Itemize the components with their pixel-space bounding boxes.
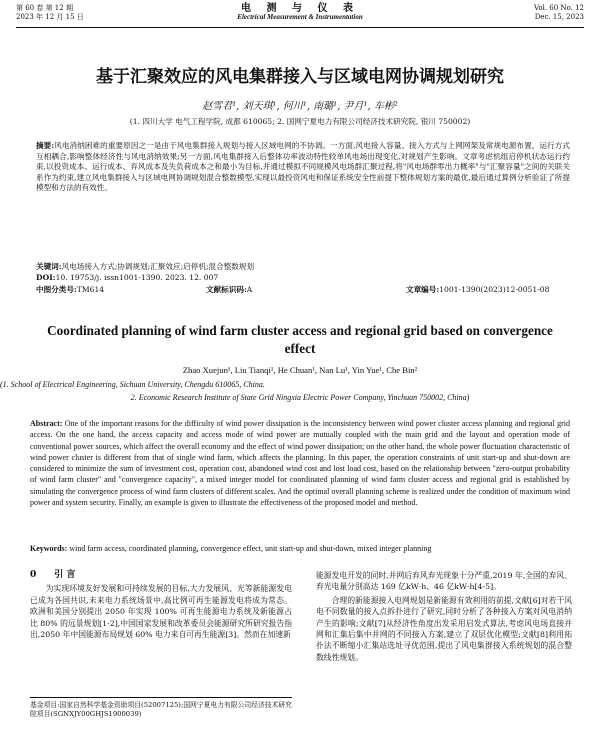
keywords-cn [36,262,570,272]
section-heading [30,570,292,581]
abstract-cn-text: 风电消纳困难的重要原因之一是由于风电集群接入规划与接入区域电网的不协调。一方面,风电接入容量、接入方式与上网网架及常规电源布置、运行方式互相耦合,影响整体经济性与风电消纳效果;另一方面,风电集群接入后整体功率波动特性较单风电场出现变化,对规划产生影响。文章考虑机组启停机状态运行约束,以投资成本、运行成本、弃风成本及失负荷成本之和最小为目标,并通过模拟不同规模风电场群汇聚过程,将"风电场群零出力概率"与"汇聚容量"之间的关联关系作为约束,建立风电集群接入与区域电网协调规划混合整数模型,实现以最投资风电和保证系统安全性前提下整体规划方案的最优,最后通过算例分析验证了所提模型和方法的有效性。 [36,141,571,193]
abstract-en-label: Abstract: [30,419,63,428]
clc-value: TM614 [76,285,105,294]
section-title: 引 言 [54,570,76,580]
doc-code-value: A [246,285,253,294]
classification-line [36,285,570,295]
article-no-value: 1001-1390(2023)12-0051-08 [439,285,550,294]
doi-label: DOI: [36,273,56,282]
affiliation-en-1: (1. School of Electrical Engineering, Sichuan University, Chengdu 610065, China. [0,380,265,389]
running-header [16,4,584,26]
journal-name-cn: 电 测 与 仪 表 [241,3,359,14]
doi-value: 10. 19753/j. issn1001-1390. 2023. 12. 007 [55,273,219,282]
header-rule [16,27,584,28]
keywords-en [30,543,570,554]
date-cn: 2023 年 12 月 15 日 [16,13,84,21]
affiliations-cn: (1. 四川大学 电气工程学院, 成都 610065; 2. 国网宁夏电力有限公司经济技术研究院, 银川 750002) [129,117,471,126]
abstract-en [30,418,570,508]
abstract-en-text: One of the important reasons for the difficulty of wind power dissipation is the inconsistency between wind power cluster access planning and regional grid access. On the one hand, the access capacity and access mode of wind power are mutually coupled with the main grid and the layout and operation mode of conventional power sources, which affect the overall economy and the effect of wind power dissipation; on the other hand, the whole power fluctuation characteristic of wind power cluster is different from that of single wind farm, which affects the planning. In this paper, the operation constraints of unit start-up and shut-down are considered to minimize the sum of investment cost, operation cost, abandoned wind cost and lost load cost, based on the relationship between "zero-output probability of wind farm cluster" and "convergence capacity", a mixed integer model for coordinated planning of wind farm cluster access and regional grid is established by simulating the convergence process of wind farm clusters of different scales. And the optimal overall planning scheme is realized under the condition of maximum wind power and system security. Finally, an example is given to illustrate the effectiveness of the proposed model and method. [30,419,570,508]
intro-paragraph-1: 为实现环境友好发展和可持续发展的目标,大力发展风、光等新能源发电已成为各国共识,未来电力系统场景中,高比例可再生能源发电将成为常态。欧洲和美国分别提出 2050 年实现 100% 可再生能源电力系统及新能源占比 80% 的远景规划[1-2],中国国家发展和改革委员会能源研究所研究报告指出,2050 年中国能源布局规划 60% 电力来自可再生能源[3]。然而在加速新 [30,584,292,640]
intro-paragraph-1-cont: 能源发电开发的同时,并网后弃风弃光现象十分严重,2019 年,全国的弃风、弃光电量分别高达 169 亿kW·h、46 亿kW·h[4-5]。 [316,571,572,592]
body-column-left [30,570,292,640]
keywords-cn-text: 风电场接入方式;协调规划;汇聚效应;启停机;混合整数规划 [61,262,255,271]
doi-line [36,273,570,283]
section-number: 0 [30,570,37,580]
abstract-cn [36,141,570,194]
paper-title-en: Coordinated planning of wind farm cluster access and regional grid based on convergence effect [47,323,553,356]
paper-title-cn: 基于汇聚效应的风电集群接入与区域电网协调规划研究 [96,67,504,87]
intro-paragraph-2: 合理的新能源接入电网规划是新能源有效利用的前提,文献[6]对若干风电不同数量的接入点拆扑进行了研究,同时分析了各种接入方案对风电消纳产生的影响;文献[7]从经济性角度出发采用启发式算法,考虑风电场直接并网和汇集后集中并网的不同接入方案,建立了双层优化模型;文献[8]利用拓扑法不断缩小汇集站选址寻优范围,提出了风电集群接入系统规划的混合整数线性规划。 [316,595,572,662]
header-center [16,4,584,22]
article-no-label: 文章编号: [406,285,440,294]
keywords-en-text: wind farm access, coordinated planning, convergence effect, unit start-up and shut-down, mixed integer planning [69,544,432,553]
authors-en: Zhao Xuejun¹, Liu Tianqi¹, He Chuan¹, Nan Lu¹, Yin Yue¹, Che Bin² [182,365,418,375]
volume-en: Vol. 60 No. 12 [533,4,584,12]
header-right [534,4,584,22]
keywords-cn-label: 关键词: [36,262,62,271]
date-en: Dec. 15, 2023 [534,13,584,21]
body-column-right [316,570,572,663]
affiliation-en-2: 2. Economic Research Institute of State Grid Ningxia Electric Power Company, Yinchuan 750002, China) [130,393,470,402]
journal-name-en: Electrical Measurement & Instrumentation [237,13,363,21]
funding-footnote: 基金项目:国家自然科学基金资助项目(52007125);国网宁夏电力有限公司经济技术研究院项目(SGNXJY00GHJS1900039) [30,697,292,719]
volume-cn: 第 60 卷 第 12 期 [16,4,73,12]
keywords-en-label: Keywords: [30,544,68,553]
abstract-cn-label: 摘要: [36,141,55,150]
authors-cn: 赵雪君¹, 刘天琪¹, 何川¹, 南璐¹, 尹月¹, 车彬² [202,101,398,112]
doc-code-label: 文献标识码: [206,285,247,294]
clc-label: 中图分类号: [36,285,77,294]
